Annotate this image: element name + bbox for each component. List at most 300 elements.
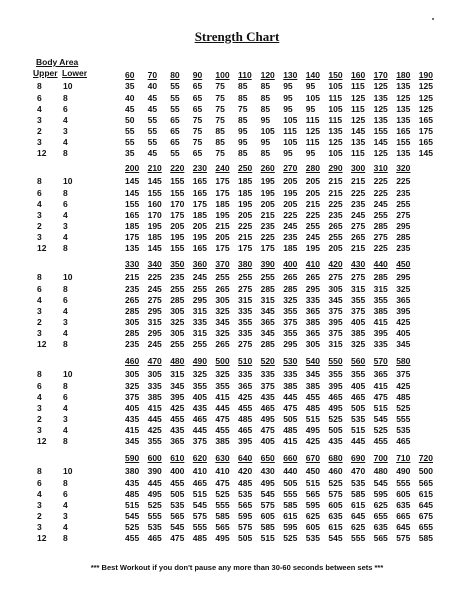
table-cell: 365 bbox=[305, 306, 320, 316]
table-cell: 645 bbox=[418, 500, 433, 510]
table-cell: 75 bbox=[215, 115, 225, 125]
table-cell: 475 bbox=[283, 403, 298, 413]
table-cell: 125 bbox=[351, 115, 366, 125]
table-cell: 145 bbox=[351, 126, 366, 136]
table-cell: 235 bbox=[396, 243, 411, 253]
table-cell: 355 bbox=[283, 328, 298, 338]
table-cell: 365 bbox=[170, 436, 185, 446]
table-cell: 85 bbox=[260, 81, 271, 91]
table-cell: 275 bbox=[147, 295, 162, 305]
table-cell: 265 bbox=[351, 232, 366, 242]
table-cell: 305 bbox=[170, 328, 185, 338]
table-cell: 35 bbox=[125, 81, 135, 91]
lower-reps-label: 4 bbox=[63, 137, 68, 147]
weight-header: 90 bbox=[192, 70, 203, 80]
table-cell: 115 bbox=[328, 115, 343, 125]
table-cell: 475 bbox=[373, 392, 388, 402]
table-cell: 205 bbox=[305, 188, 320, 198]
table-cell: 275 bbox=[238, 339, 253, 349]
table-cell: 75 bbox=[215, 81, 225, 91]
table-cell: 145 bbox=[418, 148, 433, 158]
table-cell: 325 bbox=[215, 306, 230, 316]
table-cell: 205 bbox=[328, 243, 343, 253]
table-cell: 215 bbox=[328, 176, 343, 186]
table-cell: 95 bbox=[283, 81, 293, 91]
table-cell: 400 bbox=[170, 466, 185, 476]
table-cell: 65 bbox=[170, 137, 180, 147]
table-cell: 55 bbox=[170, 93, 180, 103]
lower-reps-label: 3 bbox=[63, 221, 68, 231]
table-cell: 235 bbox=[328, 210, 343, 220]
table-cell: 395 bbox=[170, 392, 185, 402]
page-title: Strength Chart bbox=[194, 29, 280, 44]
table-cell: 345 bbox=[396, 339, 411, 349]
table-cell: 565 bbox=[170, 511, 185, 521]
table-cell: 495 bbox=[328, 403, 343, 413]
table-cell: 525 bbox=[396, 403, 411, 413]
table-cell: 235 bbox=[283, 232, 298, 242]
upper-reps-label: 3 bbox=[37, 328, 42, 338]
table-cell: 185 bbox=[215, 199, 230, 209]
table-cell: 170 bbox=[147, 210, 162, 220]
upper-reps-label: 6 bbox=[37, 478, 42, 488]
table-cell: 335 bbox=[260, 369, 275, 379]
table-cell: 390 bbox=[147, 466, 162, 476]
weight-header: 450 bbox=[396, 259, 411, 269]
table-cell: 325 bbox=[215, 328, 230, 338]
table-cell: 425 bbox=[147, 425, 162, 435]
table-cell: 375 bbox=[328, 306, 343, 316]
upper-reps-label: 3 bbox=[37, 403, 42, 413]
table-cell: 55 bbox=[170, 148, 180, 158]
table-cell: 295 bbox=[147, 306, 162, 316]
table-cell: 665 bbox=[396, 511, 411, 521]
table-cell: 415 bbox=[147, 403, 162, 413]
table-cell: 75 bbox=[215, 148, 225, 158]
table-cell: 635 bbox=[373, 522, 388, 532]
table-cell: 345 bbox=[260, 328, 275, 338]
table-cell: 535 bbox=[351, 414, 366, 424]
table-cell: 495 bbox=[260, 478, 275, 488]
table-cell: 595 bbox=[305, 500, 320, 510]
lower-reps-label: 8 bbox=[63, 533, 68, 543]
upper-reps-label: 2 bbox=[37, 221, 42, 231]
table-cell: 515 bbox=[260, 533, 275, 543]
weight-header: 460 bbox=[125, 356, 140, 366]
weight-header: 430 bbox=[351, 259, 366, 269]
weight-header: 220 bbox=[170, 163, 185, 173]
table-cell: 375 bbox=[260, 381, 275, 391]
upper-reps-label: 8 bbox=[37, 369, 42, 379]
table-cell: 545 bbox=[260, 489, 275, 499]
table-cell: 455 bbox=[170, 414, 185, 424]
table-cell: 555 bbox=[396, 414, 411, 424]
table-cell: 185 bbox=[238, 176, 253, 186]
weight-header: 110 bbox=[238, 70, 252, 80]
table-cell: 95 bbox=[283, 148, 293, 158]
weight-header: 370 bbox=[215, 259, 230, 269]
table-cell: 355 bbox=[351, 369, 366, 379]
table-cell: 555 bbox=[147, 511, 162, 521]
table-cell: 105 bbox=[283, 115, 298, 125]
table-cell: 475 bbox=[260, 425, 275, 435]
table-cell: 125 bbox=[373, 148, 388, 158]
table-cell: 255 bbox=[170, 339, 185, 349]
table-cell: 335 bbox=[238, 306, 253, 316]
lower-reps-label: 4 bbox=[63, 232, 68, 242]
table-cell: 75 bbox=[192, 126, 203, 136]
table-cell: 465 bbox=[328, 392, 343, 402]
table-cell: 255 bbox=[305, 221, 320, 231]
table-cell: 105 bbox=[260, 126, 275, 136]
table-cell: 195 bbox=[260, 188, 275, 198]
lower-reps-label: 8 bbox=[63, 148, 68, 158]
table-cell: 305 bbox=[170, 306, 185, 316]
lower-reps-label: 8 bbox=[63, 381, 68, 391]
table-cell: 85 bbox=[238, 93, 248, 103]
upper-reps-label: 6 bbox=[37, 381, 42, 391]
table-cell: 625 bbox=[351, 522, 366, 532]
table-cell: 385 bbox=[305, 317, 320, 327]
table-cell: 495 bbox=[215, 533, 230, 543]
weight-header: 200 bbox=[125, 163, 140, 173]
table-cell: 135 bbox=[373, 115, 388, 125]
weight-header: 590 bbox=[125, 453, 140, 463]
table-cell: 635 bbox=[328, 511, 343, 521]
lower-reps-label: 4 bbox=[63, 328, 68, 338]
table-cell: 485 bbox=[238, 478, 253, 488]
table-cell: 535 bbox=[305, 533, 320, 543]
weight-header: 440 bbox=[373, 259, 388, 269]
weight-header: 650 bbox=[260, 453, 275, 463]
table-cell: 305 bbox=[328, 284, 343, 294]
table-cell: 95 bbox=[260, 115, 271, 125]
table-cell: 325 bbox=[396, 284, 411, 294]
table-cell: 295 bbox=[396, 272, 411, 282]
weight-header: 130 bbox=[283, 70, 298, 80]
table-cell: 175 bbox=[192, 199, 207, 209]
table-cell: 95 bbox=[305, 104, 316, 114]
table-cell: 315 bbox=[373, 284, 388, 294]
table-cell: 375 bbox=[283, 317, 298, 327]
table-cell: 335 bbox=[283, 369, 298, 379]
upper-reps-label: 12 bbox=[37, 533, 47, 543]
upper-reps-label: 3 bbox=[37, 522, 42, 532]
table-cell: 435 bbox=[328, 436, 343, 446]
table-cell: 45 bbox=[125, 104, 135, 114]
table-cell: 445 bbox=[215, 403, 230, 413]
table-cell: 495 bbox=[147, 489, 162, 499]
table-cell: 95 bbox=[305, 148, 316, 158]
upper-reps-label: 3 bbox=[37, 115, 42, 125]
table-cell: 275 bbox=[328, 272, 343, 282]
table-cell: 85 bbox=[215, 137, 225, 147]
table-cell: 575 bbox=[396, 533, 411, 543]
table-cell: 145 bbox=[147, 176, 162, 186]
weight-header: 400 bbox=[283, 259, 298, 269]
table-cell: 405 bbox=[260, 436, 275, 446]
table-cell: 490 bbox=[396, 466, 411, 476]
lower-reps-label: 8 bbox=[63, 188, 68, 198]
weight-header: 520 bbox=[260, 356, 275, 366]
table-cell: 255 bbox=[170, 284, 185, 294]
table-cell: 475 bbox=[170, 533, 185, 543]
table-cell: 355 bbox=[147, 436, 162, 446]
table-cell: 275 bbox=[238, 284, 253, 294]
table-cell: 285 bbox=[170, 295, 185, 305]
table-cell: 75 bbox=[215, 104, 225, 114]
table-cell: 155 bbox=[170, 188, 185, 198]
table-cell: 485 bbox=[396, 392, 411, 402]
weight-header: 100 bbox=[215, 70, 230, 80]
table-cell: 225 bbox=[283, 210, 298, 220]
table-cell: 155 bbox=[147, 188, 162, 198]
upper-reps-label: 4 bbox=[37, 199, 42, 209]
table-cell: 375 bbox=[328, 328, 343, 338]
table-cell: 655 bbox=[373, 511, 388, 521]
table-cell: 535 bbox=[396, 425, 411, 435]
table-cell: 95 bbox=[260, 137, 271, 147]
table-cell: 165 bbox=[396, 126, 411, 136]
table-cell: 175 bbox=[260, 243, 275, 253]
table-cell: 55 bbox=[170, 104, 180, 114]
upper-reps-label: 2 bbox=[37, 511, 42, 521]
table-cell: 245 bbox=[147, 339, 162, 349]
table-cell: 125 bbox=[418, 104, 433, 114]
table-cell: 40 bbox=[125, 93, 135, 103]
table-cell: 185 bbox=[238, 188, 253, 198]
lower-reps-label: 8 bbox=[63, 436, 68, 446]
table-cell: 480 bbox=[373, 466, 388, 476]
weight-header: 470 bbox=[147, 356, 162, 366]
weight-header: 240 bbox=[215, 163, 230, 173]
upper-reps-label: 8 bbox=[37, 272, 42, 282]
table-cell: 55 bbox=[125, 126, 135, 136]
table-cell: 525 bbox=[215, 489, 230, 499]
table-cell: 505 bbox=[283, 478, 298, 488]
weight-header: 570 bbox=[373, 356, 388, 366]
table-cell: 165 bbox=[125, 210, 140, 220]
table-cell: 255 bbox=[396, 199, 411, 209]
table-cell: 585 bbox=[351, 489, 366, 499]
weight-header: 190 bbox=[418, 70, 433, 80]
table-cell: 425 bbox=[396, 317, 411, 327]
table-cell: 355 bbox=[238, 317, 253, 327]
table-cell: 135 bbox=[396, 115, 411, 125]
table-cell: 485 bbox=[283, 425, 298, 435]
table-cell: 135 bbox=[396, 81, 411, 91]
table-cell: 205 bbox=[215, 232, 230, 242]
weight-header: 700 bbox=[373, 453, 388, 463]
table-cell: 265 bbox=[125, 295, 140, 305]
table-cell: 345 bbox=[328, 295, 343, 305]
table-cell: 245 bbox=[283, 221, 298, 231]
lower-reps-label: 10 bbox=[63, 81, 73, 91]
table-cell: 535 bbox=[170, 500, 185, 510]
table-cell: 195 bbox=[283, 188, 298, 198]
table-cell: 335 bbox=[192, 317, 207, 327]
weight-header: 720 bbox=[418, 453, 433, 463]
weight-header: 560 bbox=[351, 356, 366, 366]
table-cell: 335 bbox=[373, 339, 388, 349]
table-cell: 255 bbox=[215, 272, 230, 282]
table-cell: 175 bbox=[125, 232, 140, 242]
table-cell: 500 bbox=[418, 466, 433, 476]
table-cell: 385 bbox=[147, 392, 162, 402]
table-cell: 125 bbox=[305, 126, 320, 136]
table-cell: 95 bbox=[283, 93, 293, 103]
table-cell: 605 bbox=[260, 511, 275, 521]
lower-reps-label: 8 bbox=[63, 93, 68, 103]
table-cell: 565 bbox=[373, 533, 388, 543]
table-cell: 125 bbox=[328, 137, 343, 147]
table-cell: 195 bbox=[238, 199, 253, 209]
body-area-label: Body Area bbox=[36, 57, 79, 67]
table-cell: 175 bbox=[170, 210, 185, 220]
weight-header: 410 bbox=[305, 259, 320, 269]
table-cell: 525 bbox=[125, 522, 140, 532]
table-cell: 165 bbox=[192, 176, 207, 186]
upper-reps-label: 12 bbox=[37, 339, 47, 349]
table-cell: 205 bbox=[238, 210, 253, 220]
table-cell: 195 bbox=[147, 221, 162, 231]
upper-reps-label: 6 bbox=[37, 284, 42, 294]
table-cell: 410 bbox=[192, 466, 207, 476]
upper-reps-label: 2 bbox=[37, 126, 42, 136]
table-cell: 445 bbox=[283, 392, 298, 402]
upper-reps-label: 4 bbox=[37, 489, 42, 499]
table-cell: 40 bbox=[147, 81, 158, 91]
lower-reps-label: 6 bbox=[63, 392, 68, 402]
table-cell: 485 bbox=[305, 403, 320, 413]
table-cell: 285 bbox=[373, 272, 388, 282]
weight-header: 680 bbox=[328, 453, 343, 463]
table-cell: 615 bbox=[418, 489, 433, 499]
table-cell: 335 bbox=[305, 295, 320, 305]
table-cell: 115 bbox=[351, 148, 365, 158]
table-cell: 305 bbox=[215, 295, 230, 305]
table-cell: 535 bbox=[238, 489, 253, 499]
table-cell: 125 bbox=[418, 93, 433, 103]
lower-reps-label: 4 bbox=[63, 210, 68, 220]
weight-header: 160 bbox=[351, 70, 366, 80]
table-cell: 65 bbox=[192, 148, 203, 158]
table-cell: 105 bbox=[328, 81, 343, 91]
table-cell: 225 bbox=[260, 232, 275, 242]
weight-header: 350 bbox=[170, 259, 185, 269]
table-cell: 515 bbox=[305, 414, 320, 424]
table-cell: 245 bbox=[192, 272, 207, 282]
table-cell: 265 bbox=[328, 221, 343, 231]
table-cell: 445 bbox=[192, 425, 207, 435]
table-cell: 470 bbox=[351, 466, 366, 476]
weight-header: 260 bbox=[260, 163, 275, 173]
table-cell: 45 bbox=[147, 93, 158, 103]
table-cell: 495 bbox=[260, 414, 275, 424]
table-cell: 465 bbox=[238, 425, 253, 435]
table-cell: 415 bbox=[283, 436, 298, 446]
table-cell: 225 bbox=[373, 243, 388, 253]
weight-header: 500 bbox=[215, 356, 230, 366]
table-cell: 605 bbox=[305, 522, 320, 532]
table-cell: 445 bbox=[147, 478, 162, 488]
table-cell: 205 bbox=[305, 176, 320, 186]
weight-header: 420 bbox=[328, 259, 343, 269]
lower-reps-label: 4 bbox=[63, 115, 68, 125]
table-cell: 135 bbox=[373, 93, 388, 103]
table-cell: 275 bbox=[396, 210, 411, 220]
table-cell: 375 bbox=[192, 436, 207, 446]
table-cell: 315 bbox=[192, 306, 207, 316]
table-cell: 135 bbox=[125, 243, 140, 253]
table-cell: 525 bbox=[147, 500, 162, 510]
table-cell: 485 bbox=[238, 414, 253, 424]
table-cell: 425 bbox=[170, 403, 185, 413]
table-cell: 645 bbox=[351, 511, 366, 521]
upper-reps-label: 3 bbox=[37, 500, 42, 510]
table-cell: 325 bbox=[125, 381, 140, 391]
table-cell: 505 bbox=[283, 414, 298, 424]
table-cell: 115 bbox=[351, 81, 365, 91]
table-cell: 205 bbox=[170, 221, 185, 231]
table-cell: 435 bbox=[192, 403, 207, 413]
table-cell: 225 bbox=[351, 188, 366, 198]
table-cell: 515 bbox=[305, 478, 320, 488]
weight-header: 580 bbox=[396, 356, 411, 366]
weight-header: 710 bbox=[396, 453, 411, 463]
table-cell: 355 bbox=[283, 306, 298, 316]
table-cell: 235 bbox=[351, 199, 366, 209]
lower-reps-label: 4 bbox=[63, 425, 68, 435]
weight-header: 530 bbox=[283, 356, 298, 366]
weight-header: 660 bbox=[283, 453, 298, 463]
table-cell: 295 bbox=[192, 295, 207, 305]
table-cell: 105 bbox=[328, 104, 343, 114]
weight-header: 490 bbox=[192, 356, 207, 366]
table-cell: 575 bbox=[238, 522, 253, 532]
table-cell: 385 bbox=[351, 328, 366, 338]
table-cell: 285 bbox=[260, 284, 275, 294]
table-cell: 535 bbox=[147, 522, 162, 532]
weight-header: 340 bbox=[147, 259, 162, 269]
table-cell: 155 bbox=[170, 243, 185, 253]
table-cell: 315 bbox=[170, 369, 185, 379]
table-cell: 155 bbox=[170, 176, 185, 186]
table-cell: 135 bbox=[396, 104, 411, 114]
lower-reps-label: 4 bbox=[63, 500, 68, 510]
table-cell: 405 bbox=[351, 317, 366, 327]
table-cell: 485 bbox=[125, 489, 140, 499]
table-cell: 165 bbox=[418, 115, 433, 125]
table-cell: 395 bbox=[373, 328, 388, 338]
upper-reps-label: 6 bbox=[37, 188, 42, 198]
table-cell: 385 bbox=[215, 436, 230, 446]
table-cell: 175 bbox=[215, 188, 230, 198]
table-cell: 465 bbox=[147, 533, 162, 543]
table-cell: 375 bbox=[125, 392, 140, 402]
table-cell: 65 bbox=[170, 126, 180, 136]
footer-note: *** Best Workout if you don't pause any more than 30-60 seconds between sets *** bbox=[90, 563, 384, 572]
table-cell: 395 bbox=[328, 381, 343, 391]
table-cell: 145 bbox=[373, 137, 388, 147]
upper-reps-label: 3 bbox=[37, 232, 42, 242]
table-cell: 285 bbox=[396, 232, 411, 242]
table-cell: 235 bbox=[396, 188, 411, 198]
table-cell: 585 bbox=[418, 533, 433, 543]
table-cell: 415 bbox=[125, 425, 140, 435]
table-cell: 625 bbox=[373, 500, 388, 510]
table-cell: 135 bbox=[328, 126, 343, 136]
